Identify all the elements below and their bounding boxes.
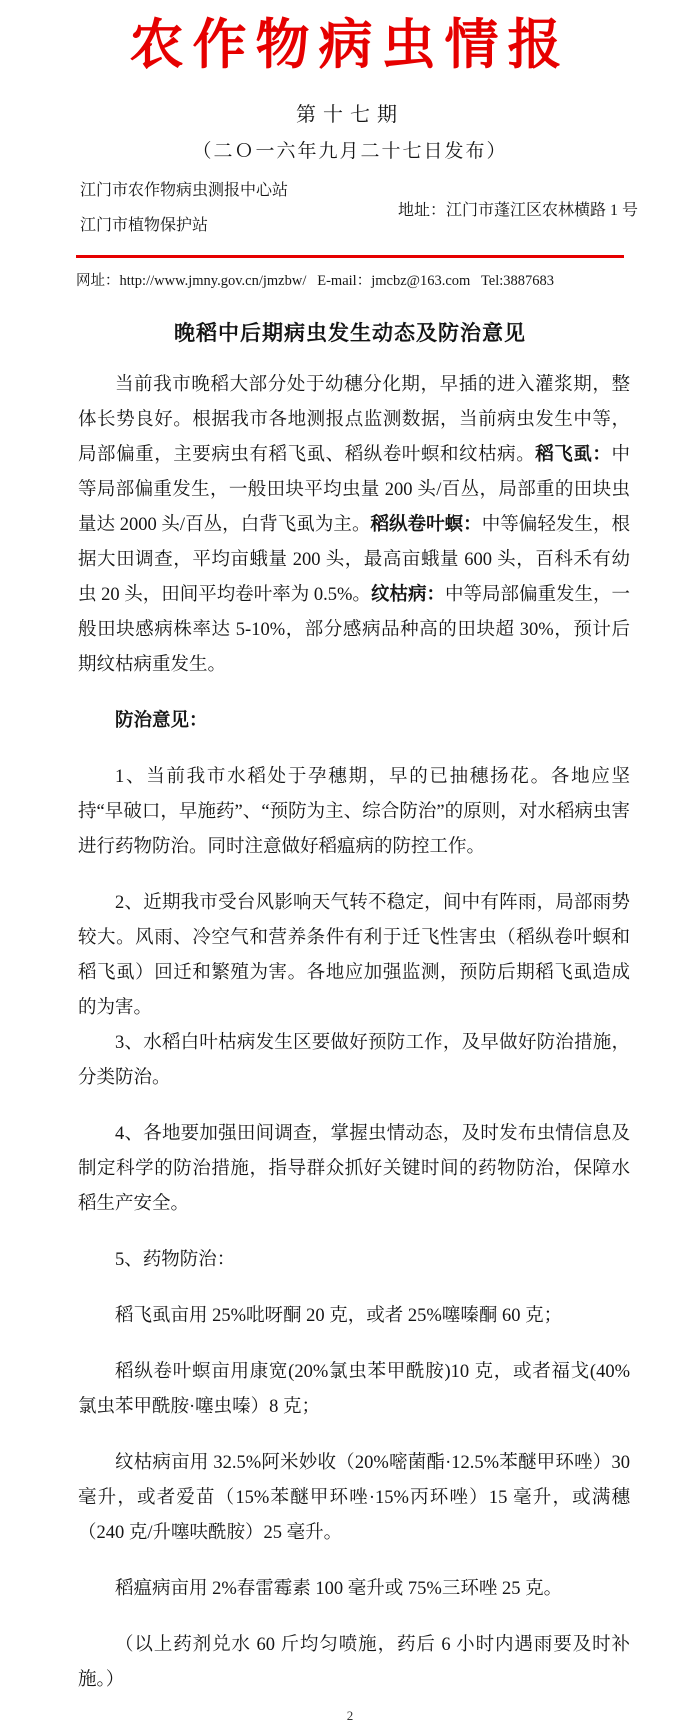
org-name-secondary: 江门市植物保护站 [80,217,209,234]
spray-note: （以上药剂兑水 60 斤均匀喷施，药后 6 小时内遇雨要及时补施。） [78,1635,630,1690]
control-advice-label: 防治意见： [115,711,208,731]
address: 地址：江门市蓬江区农林横路 1 号 [397,201,638,219]
drug-sheathblight: 纹枯病亩用 32.5%阿米妙收（20%嘧菌酯·12.5%苯醚甲环唑）30 毫升，或者爱苗（15%苯醚甲环唑·15%丙环唑）15 毫升，或满穗（240 克/升噻呋酰胺）25 毫升。 [78,1453,630,1543]
drug-ricehopper: 稻飞虱亩用 25%吡呀酮 20 克，或者 25%噻嗪酮 60 克； [115,1306,563,1326]
org-name-primary: 江门市农作物病虫测报中心站 [80,182,289,199]
article-heading: 晚稻中后期病虫发生动态及防治意见 [174,321,526,345]
newsletter-title: 农作物病虫情报 [129,12,571,76]
issuing-org-block [0,173,700,243]
contact-line: 网址：http://www.jmny.gov.cn/jmzbw/ E-mail：jmcbz@163.com Tel:3887683 [76,273,555,289]
page-number: 2 [346,1708,354,1723]
situation-paragraph: 当前我市晚稻大部分处于幼穗分化期，早插的进入灌浆期，整体长势良好。根据我市各地测报点监测数据，当前病虫发生中等，局部偏重，主要病虫有稻飞虱、稻纵卷叶螟和纹枯病。稻飞虱：中等局部偏重发生，一般田块平均虫量 200 头/百丛，局部重的田块虫量达 2000 头/百丛，白背飞虱为主。稻纵卷叶螟：中等偏轻发生，根据大田调查，平均亩蛾量 200 头，最高亩蛾量 600 头，百科禾有幼虫 20 头，田间平均卷叶率为 0.5%。纹枯病：中等局部偏重发生，一般田块感病株率达 5-10%，部分感病品种高的田块超 30%，预计后期纹枯病重发生。 [78,375,630,675]
drug-riceblast: 稻瘟病亩用 2%春雷霉素 100 毫升或 75%三环唑 25 克。 [115,1579,563,1599]
advice-paragraph-3: 3、水稻白叶枯病发生区要做好预防工作，及早做好防治措施，分类防治。 [78,1033,630,1088]
advice-paragraph-5: 5、药物防治： [115,1250,236,1270]
publish-date: （二Ｏ一六年九月二十七日发布） [192,141,508,162]
masthead [0,8,700,290]
org-names [80,173,288,243]
advice-paragraph-2: 2、近期我市受台风影响天气转不稳定，间中有阵雨，局部雨势较大。风雨、冷空气和营养条件有利于迁飞性害虫（稻纵卷叶螟和稻飞虱）回迁和繁殖为害。各地应加强监测，预防后期稻飞虱造成的为害。 [78,893,630,1018]
advice-paragraph-4: 4、各地要加强田间调查，掌握虫情动态，及时发布虫情信息及制定科学的防治措施，指导群众抓好关键时间的药物防治，保障水稻生产安全。 [78,1124,630,1214]
red-divider [76,255,624,258]
advice-paragraph-1: 1、当前我市水稻处于孕穗期，早的已抽穗扬花。各地应坚持“早破口，早施药”、“预防为主、综合防治”的原则，对水稻病虫害进行药物防治。同时注意做好稻瘟病的防控工作。 [78,767,630,857]
drug-leafroller: 稻纵卷叶螟亩用康宽(20%氯虫苯甲酰胺)10 克，或者福戈(40%氯虫苯甲酰胺·噻虫嗪）8 克； [78,1362,630,1417]
issue-number: 第十七期 [296,104,404,126]
